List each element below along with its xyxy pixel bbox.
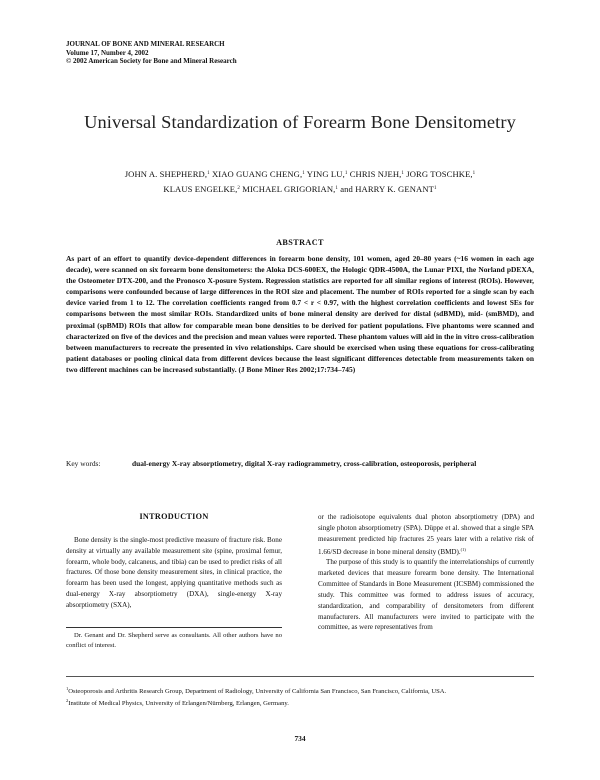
keywords-text: dual-energy X-ray absorptiometry, digital X-ray radiogrammetry, cross-calibration, osteoporosis, peripheral <box>132 459 477 468</box>
affiliation-mark: 2 <box>66 698 69 704</box>
author-affiliation-mark: 1 <box>433 185 437 191</box>
author-list <box>66 167 534 196</box>
affiliation-divider <box>66 676 534 677</box>
journal-name: JOURNAL OF BONE AND MINERAL RESEARCH <box>66 40 225 48</box>
affiliation-text: Osteoporosis and Arthritis Research Group, Department of Radiology, University of California San Francisco, San Francisco, California, USA. <box>68 688 447 695</box>
intro-paragraph-continued <box>318 512 534 557</box>
author: MICHAEL GRIGORIAN, <box>242 183 336 194</box>
keywords <box>66 458 534 469</box>
abstract-text: As part of an effort to quantify device-dependent differences in forearm bone density, 101 women, aged 20–80 years (~16 women in each age decade), were scanned on six forearm bone densitometers: the Aloka DCS-600EX, the Hologic QDR-4500A, the Lunar PIXI, the Norland pDEXA, the Osteometer DTX-200, and the Pronosco X-posure System. Regression statistics are reported for all similar regions of interest (ROIs). However, comparisons were confounded because of large differences in the ROI size and placement. The number of ROIs reported for a single scan by each device varied from 1 to 12. The correlation coefficients ranged from 0.7 < r < 0.97, with the highest correlation coefficients and lowest SEs for comparisons between the most similar ROIs. Standardized units of bone mineral density are derived for distal (sdBMD), mid- (smBMD), and proximal (spBMD) ROIs that allow for comparable mean bone densities to be derived for patient populations. Five phantoms were scanned and characterized on five of the devices and the precision and mean values were reported. These phantom values will aid in the in vitro cross-calibration between manufacturers to recreate the presented in vivo relationships. Care should be exercised when using these equations for cross-calibrating patient databases or pooling clinical data from different devices because the least significant differences detectable from measurements taken on two different machines can be increased substantially. (J Bone Miner Res 2002;17:734–745) <box>66 254 534 374</box>
author: and HARRY K. GENANT <box>340 183 434 194</box>
page-number: 734 <box>294 734 306 743</box>
author: YING LU, <box>306 169 345 179</box>
author-affiliation-mark: 1 <box>472 171 476 176</box>
author-affiliation-mark: 1 <box>335 185 338 191</box>
conflict-footnote: Dr. Genant and Dr. Shepherd serve as consultants. All other authors have no conflict of interest. <box>66 632 282 649</box>
author-affiliation-mark: 2 <box>237 185 240 191</box>
affiliation-text: Institute of Medical Physics, University of Erlangen/Nürnberg, Erlangen, Germany. <box>68 700 289 708</box>
author: CHRIS NJEH, <box>349 169 402 179</box>
abstract-heading: ABSTRACT <box>276 238 324 247</box>
journal-copyright: © 2002 American Society for Bone and Mineral Research <box>66 57 237 66</box>
author-affiliation-mark: 1 <box>401 171 405 176</box>
affiliation-1 <box>66 684 534 696</box>
affiliations <box>66 684 534 709</box>
author: JOHN A. SHEPHERD, <box>124 169 208 179</box>
author: KLAUS ENGELKE, <box>163 183 238 194</box>
author-line-2 <box>66 182 534 197</box>
intro-paragraph: Bone density is the single-most predictive measure of fracture risk. Bone density at virtually any available measurement site (spine, proximal femur, forearm, whole body, calcaneus, and tibia) can be used to predict risks of all fractures. Of those bone density measurement sites, in clinical practice, the forearm has been used the longest, applying quantitative methods such as dual-energy X-ray absorptiometry (DXA), single-energy X-ray absorptiometry (SXA), <box>66 535 282 609</box>
left-column <box>66 512 282 611</box>
journal-volume: Volume 17, Number 4, 2002 <box>66 48 149 57</box>
intro-paragraph-text: or the radioisotope equivalents dual photon absorptiometry (DPA) and single photon absorptiometry (SPA). Düppe et al. showed that a single SPA measurement predicted hip fractures 25 years later with a relative risk of 1.66/SD decrease in bone mineral density (BMD). <box>318 513 534 556</box>
author-affiliation-mark: 1 <box>207 171 210 176</box>
purpose-paragraph: The purpose of this study is to quantify the interrelationships of currently marketed devices that measure forearm bone density. The International Committee of Standards in Bone Measurement (ICSBM) commissioned the study. This committee was formed to address issues of accuracy, standardization, and comparability of densitometers from different manufacturers. All manufacturers were invited to participate with the committee, as were representatives from <box>318 558 534 632</box>
right-column <box>318 512 534 633</box>
journal-header <box>66 40 237 66</box>
keywords-label: Key words: <box>66 459 101 468</box>
affiliation-mark: 1 <box>66 686 69 691</box>
author-affiliation-mark: 1 <box>302 171 305 176</box>
author: XIAO GUANG CHENG, <box>211 169 303 179</box>
citation-mark: (1) <box>460 546 466 552</box>
paper-title: Universal Standardization of Forearm Bone Densitometry <box>84 112 516 132</box>
author-affiliation-mark: 1 <box>344 171 348 176</box>
author: JORG TOSCHKE, <box>406 169 473 179</box>
footnote-divider <box>66 627 282 628</box>
introduction-heading: INTRODUCTION <box>139 512 209 521</box>
affiliation-2 <box>66 696 534 708</box>
author-line-1 <box>66 167 534 182</box>
